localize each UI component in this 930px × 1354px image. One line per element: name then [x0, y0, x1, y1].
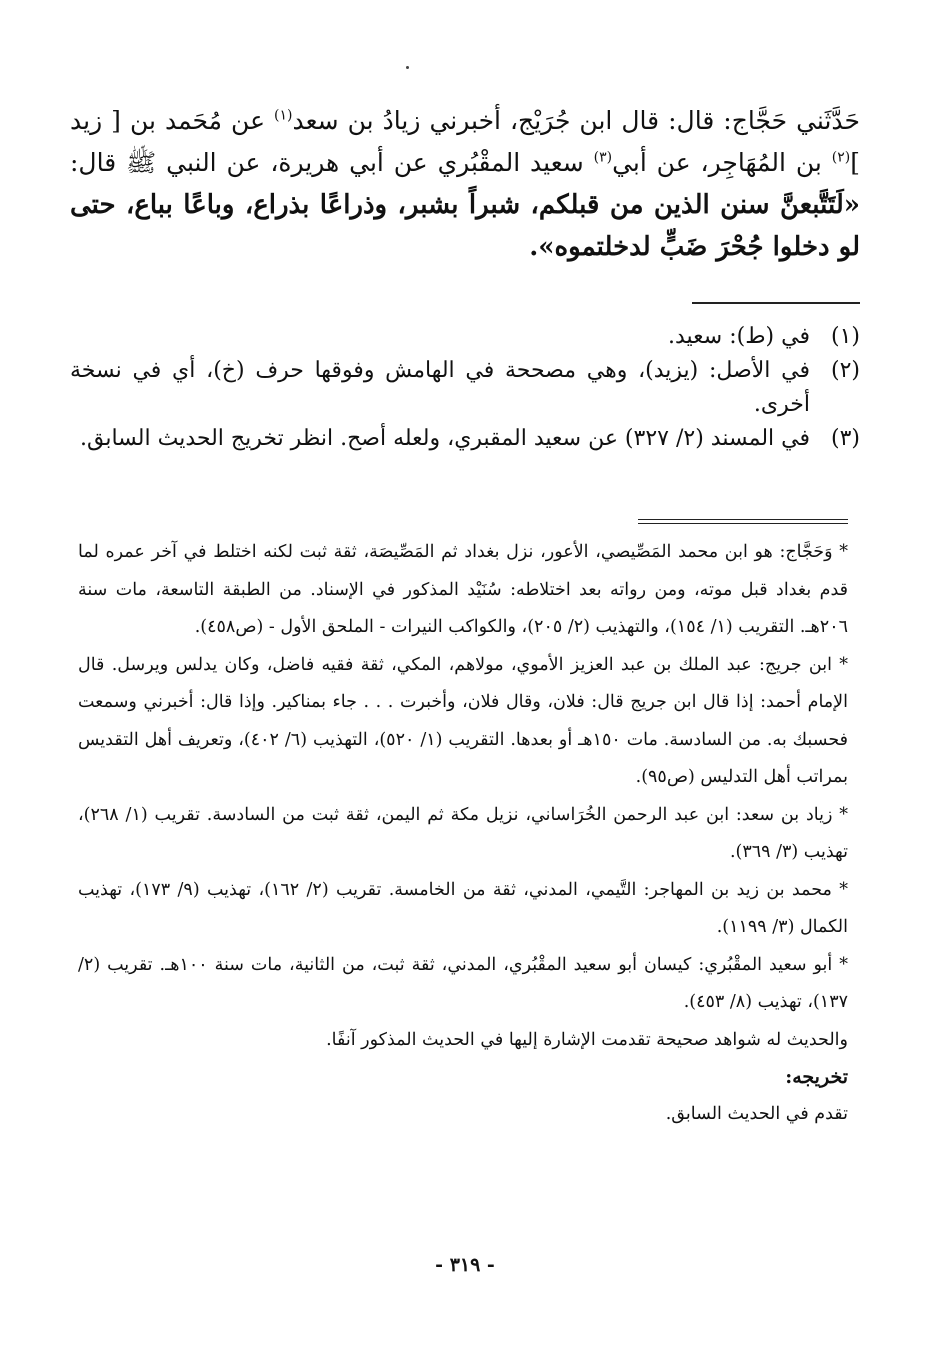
- hadith-matn: «لَتَتَّبعنَّ سنن الذين من قبلكم، شبراً بشبر، وذراعًا بذراع، وباعًا بباع، حتى لو دخلوا جُحْرَ ضَبٍّ لدخلتموه».: [70, 190, 860, 262]
- note-hajjaj: * وَحَجَّاج: هو ابن محمد المَصِّيصي، الأعور، نزل بغداد ثم المَصِّيصَة، ثقة ثبت لكنه اختلط في آخر عمره لما قدم بغداد قبل موته، ومن رواته بعد اختلاطه: سُنَيْد المذكور في الإسناد. من الطبقة التاسعة، مات سنة ٢٠٦هـ. التقريب (١/ ١٥٤)، والتهذيب (٢/ ٢٠٥)، والكواكب النيرات - الملحق الأول - (ص٤٥٨).: [78, 542, 848, 637]
- takhrij-text: تقدم في الحديث السابق.: [665, 1104, 848, 1124]
- isnad-line-2b: بن المُهَاجِر، عن أبي: [612, 148, 832, 177]
- isnad-paragraph: [70, 100, 860, 268]
- note-ibn-juraij: * ابن جريج: عبد الملك بن عبد العزيز الأموي، مولاهم، المكي، ثقة فقيه فاضل، وكان يدلس ويرسل. قال الإمام أحمد: إذا قال ابن جريج قال: فلان، وقال فلان، وأخبرت . . . جاء بمناكير. وإذا قال: أخبرني وسمعت فحسبك به. من السادسة. مات ١٥٠هـ أو بعدها. التقريب (١/ ٥٢٠)، التهذيب (٦/ ٤٠٢)، وتعريف أهل التقديس بمراتب أهل التدليس (ص٩٥).: [78, 654, 848, 787]
- footnote-number: (٣): [830, 426, 860, 451]
- footnote-separator: [692, 302, 860, 304]
- footnote-number: (٢): [830, 358, 860, 383]
- isnad-line-3: ﷺ قال:: [70, 148, 157, 177]
- notes-separator-top: [638, 519, 848, 520]
- isnad-bracket-zaid: [ زيد ]: [70, 106, 860, 177]
- hadith-text-block: [70, 100, 860, 268]
- isnad-line-1b: عن مُحَمد بن: [129, 106, 275, 135]
- footnote-3: [70, 422, 860, 456]
- footnote-text: في المسند (٢/ ٣٢٧) عن سعيد المقبري، ولعله أصح. انظر تخريج الحديث السابق.: [80, 426, 810, 451]
- narrator-notes: [78, 534, 848, 1134]
- page-number: - ٣١٩ -: [435, 1254, 495, 1276]
- footnote-text: في (ط): سعيد.: [668, 324, 810, 349]
- note-abu-said: * أبو سعيد المقْبُري: كيسان أبو سعيد المقْبُري، المدني، ثقة ثبت، من الثانية، مات سنة ١٠٠هـ. تقريب (٢/ ١٣٧)، تهذيب (٨/ ٤٥٣).: [78, 954, 849, 1012]
- note-shawahid: والحديث له شواهد صحيحة تقدمت الإشارة إليها في الحديث المذكور آنفًا.: [326, 1029, 848, 1050]
- scan-speck: [406, 66, 409, 69]
- isnad-line-1: حَدَّثَني حَجَّاج: قال: قال ابن جُرَيْج، أخبرني زيادُ بن سعد: [292, 106, 860, 135]
- footnote-number: (١): [830, 324, 860, 349]
- footnote-ref-2[interactable]: (٢): [831, 149, 851, 166]
- footnote-text: في الأصل: (يزيد)، وهي مصححة في الهامش وفوقها حرف (خ)، أي في نسخة أخرى.: [70, 358, 810, 417]
- notes-separator-bottom: [638, 523, 848, 524]
- isnad-line-2c: سعيد المقْبُري عن أبي هريرة، عن النبي: [166, 148, 594, 177]
- footnotes: [70, 320, 860, 456]
- takhrij-heading: تخريجه:: [785, 1066, 848, 1088]
- footnote-1: [70, 320, 860, 354]
- note-ziyad: * زياد بن سعد: ابن عبد الرحمن الخُرَاساني، نزيل مكة ثم اليمن، ثقة ثبت من السادسة. تقريب (١/ ٢٦٨)، تهذيب (٣/ ٣٦٩).: [78, 804, 849, 862]
- footnote-2: [70, 354, 860, 422]
- footnote-ref-3[interactable]: (٣): [593, 149, 613, 166]
- footnote-ref-1[interactable]: (١): [274, 107, 293, 124]
- note-muhammad-bin-zaid: * محمد بن زيد بن المهاجر: التَّيمي، المدني، ثقة من الخامسة. تقريب (٢/ ١٦٢)، تهذيب (٩/ ١٧٣)، تهذيب الكمال (٣/ ١١٩٩).: [78, 879, 848, 937]
